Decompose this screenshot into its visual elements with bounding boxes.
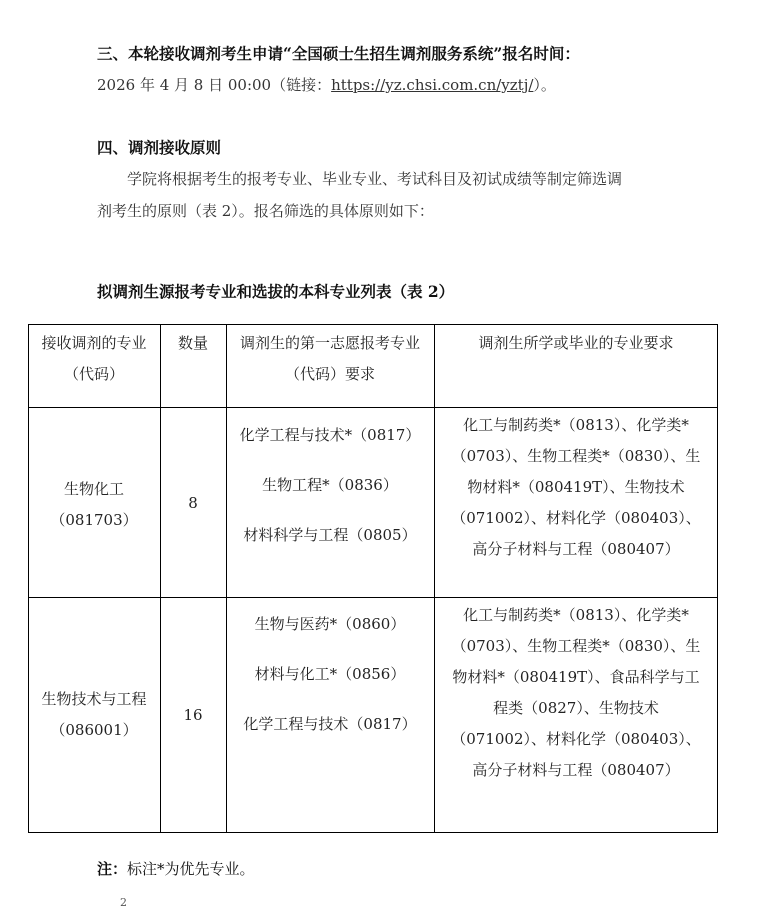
header-first-choice xyxy=(226,328,434,390)
row1-first-choice-3: 材料科学与工程（0805） xyxy=(243,526,417,544)
row1-undergrad-line1: 化工与制药类*（0813）、化学类* xyxy=(463,416,689,434)
row2-first-choice-2: 材料与化工*（0856） xyxy=(254,665,406,683)
row1-first-choice-1: 化学工程与技术*（0817） xyxy=(239,426,421,444)
row1-undergrad-line4: （071002）、材料化学（080403）、 xyxy=(451,509,701,527)
row2-first-choice-1: 生物与医药*（0860） xyxy=(254,615,406,633)
registration-time xyxy=(97,74,556,95)
row2-first-choice xyxy=(226,599,434,749)
row2-undergrad-line6: 高分子材料与工程（080407） xyxy=(472,761,680,779)
row2-major-name: 生物技术与工程 xyxy=(41,690,147,708)
section4-paragraph-line1: 学院将根据考生的报考专业、毕业专业、考试科目及初试成绩等制定筛选调 xyxy=(127,170,623,188)
row2-count: 16 xyxy=(183,706,203,724)
row2-first-choice-3: 化学工程与技术（0817） xyxy=(243,715,417,733)
table-row-divider xyxy=(28,597,718,598)
header-major-line1: 接收调剂的专业 xyxy=(41,334,147,352)
row1-major xyxy=(28,474,160,536)
page-number: 2 xyxy=(120,896,127,909)
row1-count: 8 xyxy=(188,494,198,512)
row2-undergrad-line3: 物材料*（080419T）、食品科学与工 xyxy=(452,668,700,686)
row2-major-code: （086001） xyxy=(50,721,138,739)
row1-first-choice xyxy=(226,410,434,560)
table-note xyxy=(97,858,255,879)
header-major xyxy=(28,328,160,390)
row1-major-name: 生物化工 xyxy=(63,480,124,498)
table-header-divider xyxy=(28,407,718,408)
header-undergrad: 调剂生所学或毕业的专业要求 xyxy=(478,334,674,352)
table-border-left xyxy=(28,324,29,833)
header-first-choice-line1: 调剂生的第一志愿报考专业 xyxy=(239,334,420,352)
row1-major-code: （081703） xyxy=(50,511,138,529)
table-col-divider-2 xyxy=(226,324,227,833)
section4-heading: 四、调剂接收原则 xyxy=(97,138,222,157)
row2-undergrad xyxy=(434,600,718,786)
section3-heading: 三、本轮接收调剂考生申请“全国硕士生招生调剂服务系统”报名时间： xyxy=(97,44,580,63)
row1-first-choice-2: 生物工程*（0836） xyxy=(262,476,398,494)
header-count: 数量 xyxy=(177,334,208,352)
row2-undergrad-line4: 程类（0827）、生物技术 xyxy=(493,699,659,717)
row2-major xyxy=(28,684,160,746)
chsi-link[interactable]: https://yz.chsi.com.cn/yztj/ xyxy=(331,76,534,94)
registration-time-end: ）。 xyxy=(533,76,556,94)
row2-undergrad-line2: （0703）、生物工程类*（0830）、生 xyxy=(451,637,701,655)
table-border-top xyxy=(28,324,718,325)
header-major-line2: （代码） xyxy=(63,365,124,383)
table-border-bottom xyxy=(28,832,718,833)
majors-table xyxy=(28,324,718,833)
note-label: 注： xyxy=(97,860,128,878)
table-col-divider-1 xyxy=(160,324,161,833)
note-text: 标注*为优先专业。 xyxy=(127,860,255,878)
row2-undergrad-line5: （071002）、材料化学（080403）、 xyxy=(451,730,701,748)
header-first-choice-line2: （代码）要求 xyxy=(284,365,375,383)
row1-undergrad-line5: 高分子材料与工程（080407） xyxy=(472,540,680,558)
table-title: 拟调剂生源报考专业和选拔的本科专业列表（表 2） xyxy=(97,282,455,301)
row1-undergrad xyxy=(434,410,718,565)
row1-undergrad-line3: 物材料*（080419T）、生物技术 xyxy=(467,478,685,496)
row1-undergrad-line2: （0703）、生物工程类*（0830）、生 xyxy=(451,447,701,465)
section4-paragraph-line2: 剂考生的原则（表 2）。报名筛选的具体原则如下： xyxy=(97,202,434,220)
registration-time-text: 2026 年 4 月 8 日 00:00（链接： xyxy=(97,76,332,94)
row2-undergrad-line1: 化工与制药类*（0813）、化学类* xyxy=(463,606,689,624)
